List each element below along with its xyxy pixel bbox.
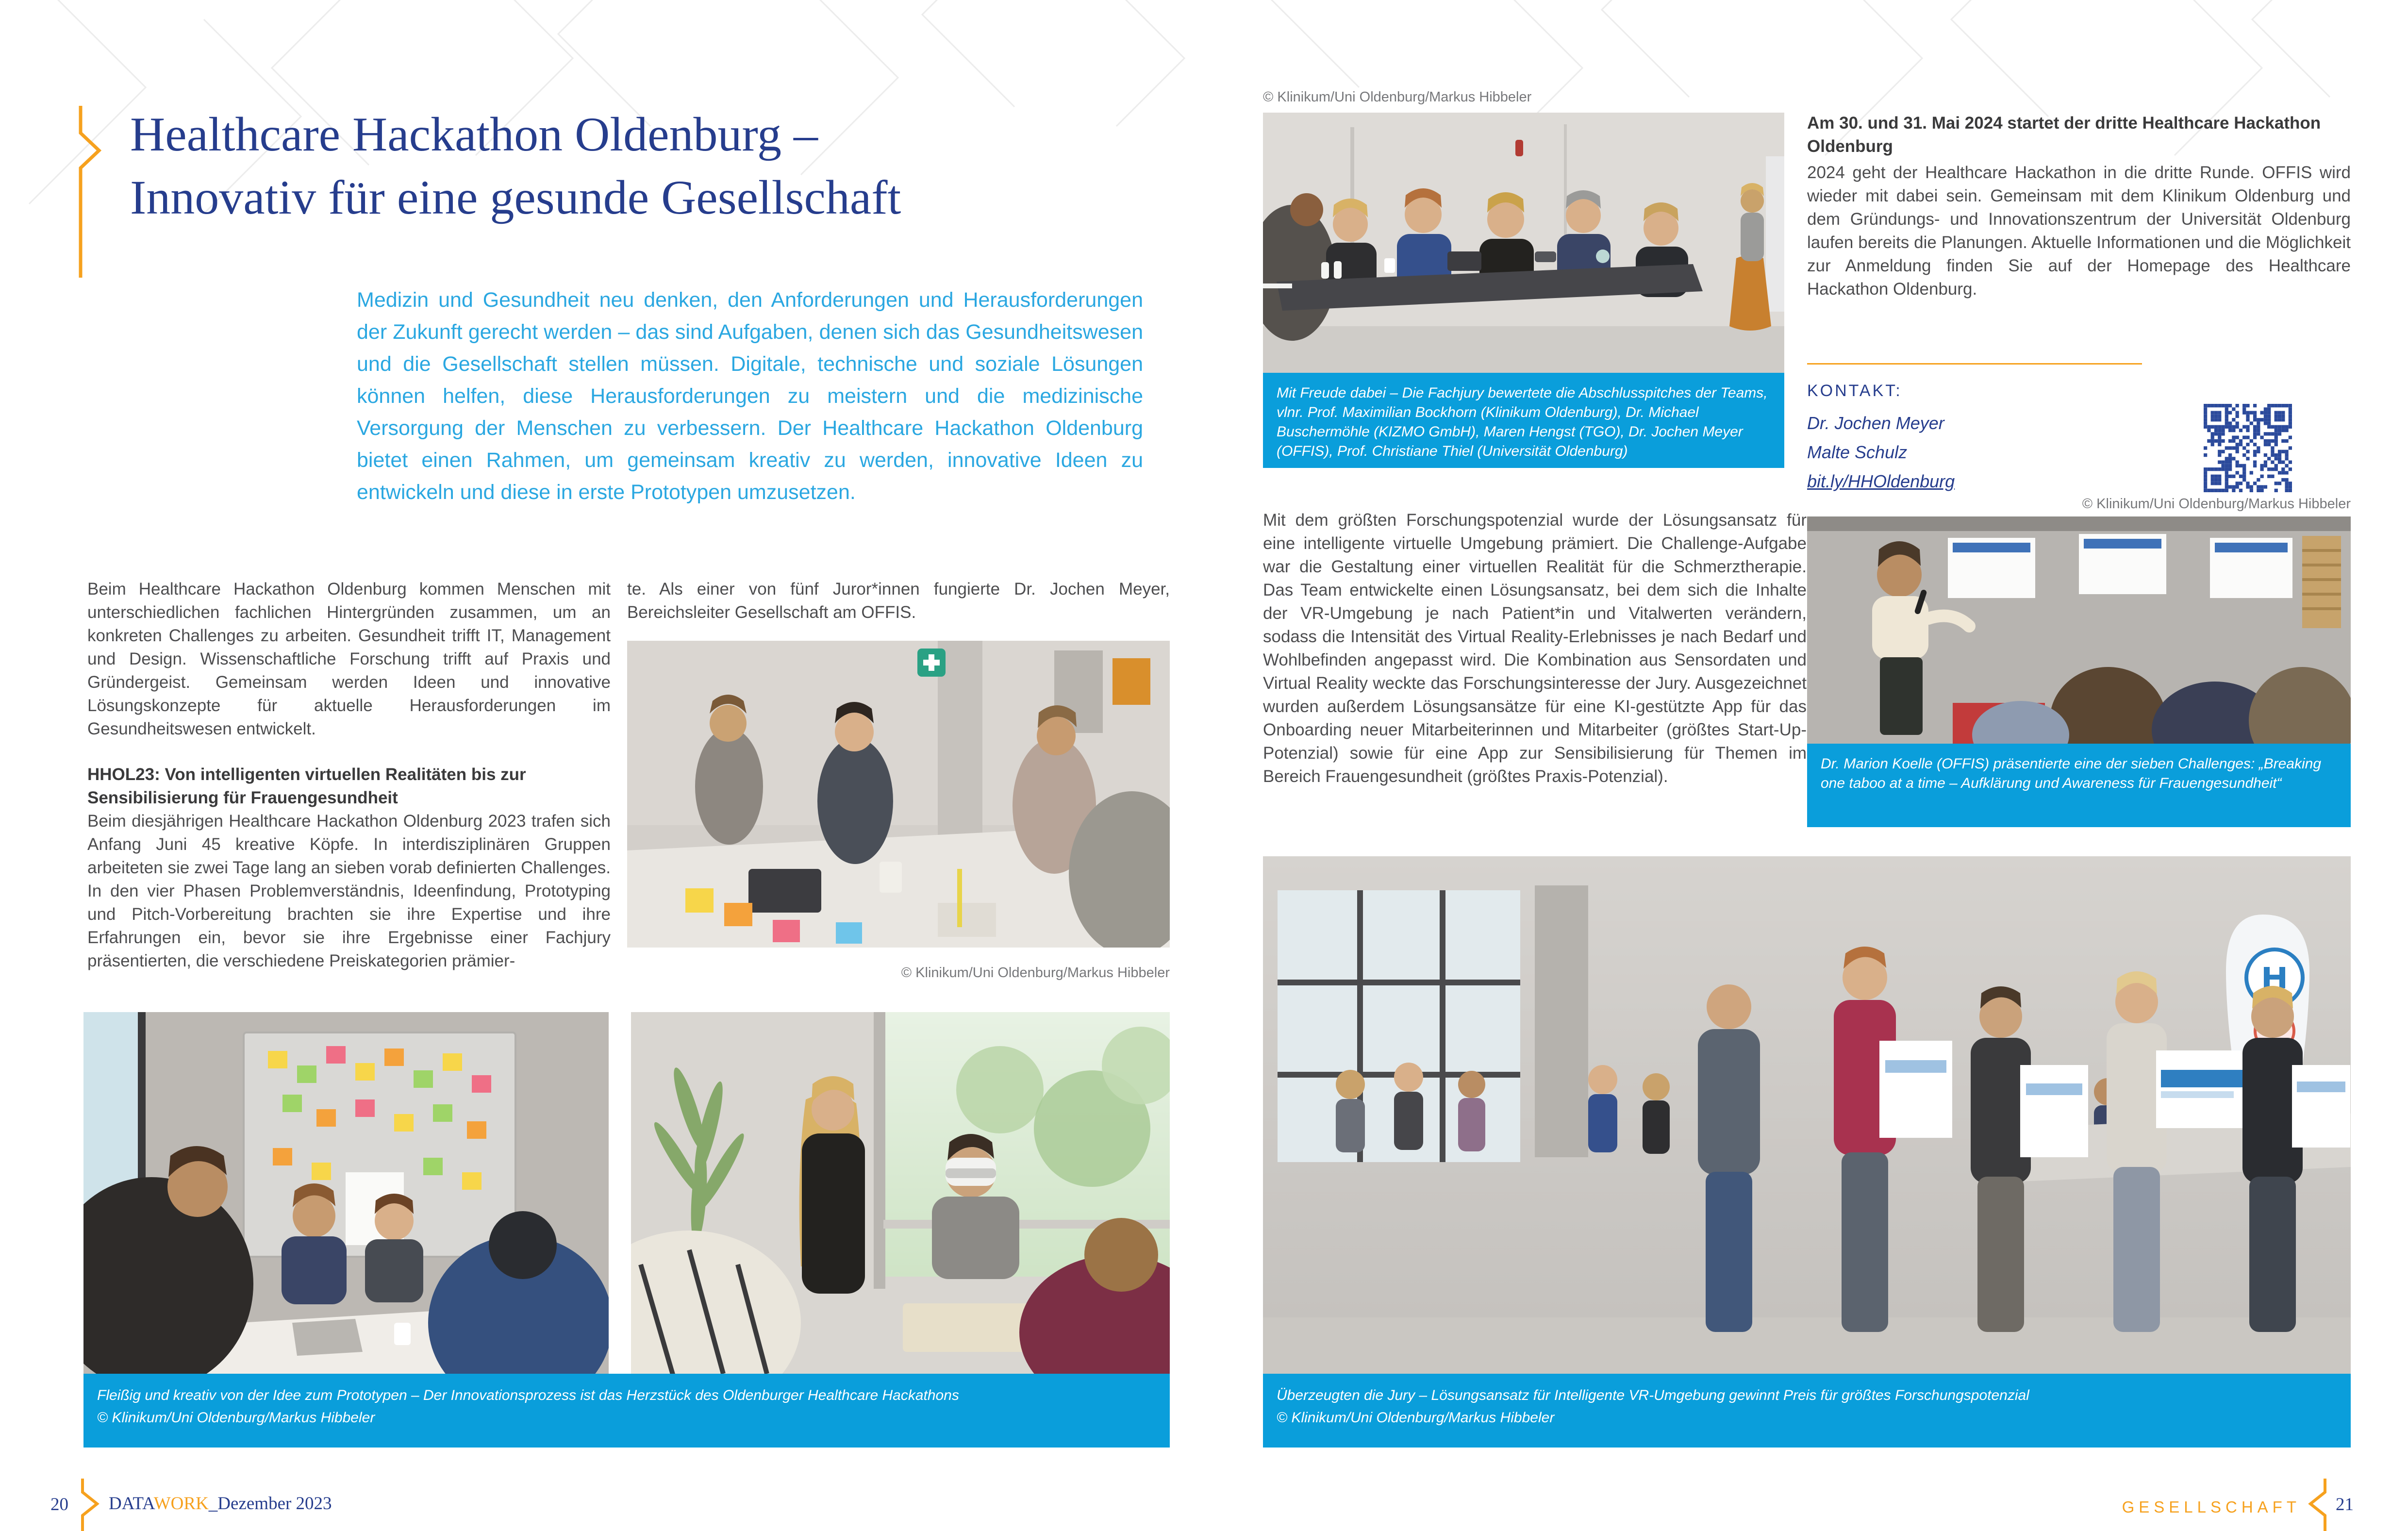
- article-title-line1: Healthcare Hackathon Oldenburg –: [130, 107, 818, 161]
- photo-award-group: [1263, 856, 2351, 1374]
- article-title: [130, 103, 901, 229]
- contact-divider: [1807, 363, 2142, 365]
- contact-name-2: Malte Schulz: [1807, 442, 1908, 462]
- brand-data: DATA: [109, 1494, 154, 1514]
- qr-code: [2204, 404, 2292, 492]
- photo-vr-demo: [631, 1012, 1170, 1374]
- column-1: [87, 578, 611, 973]
- article-title-line2: Innovativ für eine gesunde Gesellschaft: [130, 170, 901, 224]
- contact-label: KONTAKT:: [1807, 382, 1902, 400]
- section-label: GESELLSCHAFT: [2122, 1498, 2301, 1516]
- footer-chevron-left: [78, 1479, 101, 1531]
- caption-jury-text: Mit Freude dabei – Die Fachjury bewertete die Abschlusspitches der Teams, vlnr. Prof. Maximilian Bockhorn (Klinikum Oldenburg), Dr. Michael Buschermöhle (KIZMO GmbH), Maren Hengst (TGO), Dr. Jochen Meyer (OFFIS), Prof. Christiane Thiel (Universität Oldenburg): [1277, 385, 1768, 459]
- column-1-subheading: HHOL23: Von intelligenten virtuellen Realitäten bis zur Sensibilisierung für Frauengesundheit: [87, 765, 526, 807]
- page-number-left: 20: [50, 1495, 68, 1514]
- intro-paragraph: Medizin und Gesundheit neu denken, den Anforderungen und Herausforderungen der Zukunft gerecht werden – das sind Aufgaben, denen sich das Gesundheitswesen und die Gesellschaft stellen müssen. Digitale, technische und soziale Lösungen können helfen, diese Herausforderungen zu meistern und die medizinische Versorgung der Menschen zu verbessern. Der Healthcare Hackathon Oldenburg bietet einen Rahmen, um gemeinsam kreativ zu werden, innovative Ideen zu entwickeln und diese in erste Prototypen umzusetzen.: [357, 288, 1143, 504]
- footer-chevron-right: [2307, 1479, 2330, 1531]
- caption-bottom-left: [83, 1374, 1170, 1448]
- column-2-paragraph: te. Als einer von fünf Juror*innen fungierte Dr. Jochen Meyer, Bereichsleiter Gesellschaft am OFFIS.: [627, 580, 1170, 622]
- caption-marion-text: Dr. Marion Koelle (OFFIS) präsentierte eine der sieben Challenges: „Breaking one taboo at a time – Aufklärung und Awareness für Frauengesundheit“: [1821, 756, 2322, 791]
- column-4-paragraph: 2024 geht der Healthcare Hackathon in die dritte Runde. OFFIS wird wieder mit dabei sein. Gemeinsam mit dem Klinikum Oldenburg und dem Gründungs- und Innovationszentrum der Universität Oldenburg laufen bereits die Planungen. Aktuelle Informationen und die Möglichkeit zur Anmeldung finden Sie auf der Homepage des Healthcare Hackathon Oldenburg.: [1807, 163, 2351, 299]
- photo-workshop-tables: [627, 641, 1170, 948]
- footer-brand: [109, 1493, 332, 1514]
- photo-marion-koelle: [1807, 516, 2351, 744]
- caption-bottom-right-credit: © Klinikum/Uni Oldenburg/Markus Hibbeler: [1277, 1410, 1555, 1426]
- column-1-paragraph-2: Beim diesjährigen Healthcare Hackathon Oldenburg 2023 trafen sich Anfang Juni 45 kreative Köpfe. In interdisziplinären Gruppen arbeiteten sie zwei Tage lang an sieben vorab definierten Challenges. In den vier Phasen Problemverständnis, Ideenfindung, Prototyping und Pitch-Vorbereitung brachten sie ihre Expertise und ihre Erfahrungen ein, bevor sie ihre Ergebnisse einer Fachjury präsentierten, die verschiedene Preiskategorien prämier-: [87, 812, 611, 970]
- caption-bottom-right-text: Überzeugten die Jury – Lösungsansatz für Intelligente VR-Umgebung gewinnt Preis für größtes Forschungspotenzial: [1277, 1387, 2029, 1403]
- contact-link[interactable]: bit.ly/HHOldenburg: [1807, 471, 1955, 491]
- caption-bottom-right: [1263, 1374, 2351, 1448]
- title-chevron-mark: [73, 103, 107, 281]
- page-number-right: 21: [2336, 1495, 2354, 1514]
- caption-bottom-left-credit: © Klinikum/Uni Oldenburg/Markus Hibbeler: [97, 1410, 375, 1426]
- photo-team-stickynotes: [83, 1012, 609, 1374]
- photo-credit-workshop: © Klinikum/Uni Oldenburg/Markus Hibbeler: [901, 965, 1170, 981]
- column-1-paragraph: Beim Healthcare Hackathon Oldenburg kommen Menschen mit unterschiedlichen fachlichen Hintergründen zusammen, um an konkreten Challenges zu arbeiten. Gesundheit trifft IT, Management und Design. Wissenschaftliche Forschung trifft auf Praxis und Gründergeist. Gemeinsam werden Ideen und innovative Lösungskonzepte für aktuelle Herausforderungen im Gesundheitswesen entwickelt.: [87, 580, 611, 738]
- column-4-heading: Am 30. und 31. Mai 2024 startet der dritte Healthcare Hackathon Oldenburg: [1807, 114, 2321, 156]
- photo-credit-marion-top: © Klinikum/Uni Oldenburg/Markus Hibbeler: [2082, 496, 2351, 512]
- caption-marion: [1807, 744, 2351, 827]
- contact-name-1: Dr. Jochen Meyer: [1807, 413, 1944, 433]
- brand-issue: _Dezember 2023: [208, 1494, 332, 1514]
- photo-credit-jury-top: © Klinikum/Uni Oldenburg/Markus Hibbeler: [1263, 89, 1532, 105]
- photo-jury: [1263, 113, 1784, 373]
- caption-jury: [1263, 373, 1784, 468]
- column-3-paragraph: Mit dem größten Forschungspotenzial wurde der Lösungsansatz für eine intelligente virtuelle Umgebung prämiert. Die Challenge-Aufgabe war die Gestaltung einer virtuellen Realität für die Schmerztherapie. Das Team entwickelte einen Lösungsansatz, bei dem sich die Inhalte der VR-Umgebung je nach Patient*in und Vitalwerten verändern, sodass die Intensität des Virtual Reality-Erlebnisses je nach Bedarf und Wohlbefinden angepasst wird. Die Kombination aus Sensordaten und Virtual Reality weckte das Forschungsinteresse der Jury. Ausgezeichnet wurden außerdem Lösungsansätze für eine KI-gestützte App für das Onboarding neuer Mitarbeiterinnen und Mitarbeiter (größtes Start-Up-Potenzial) sowie für eine App zur Sensibilisierung für Themen im Bereich Frauengesundheit (größtes Praxis-Potenzial).: [1263, 511, 1807, 786]
- brand-work: WORK: [153, 1494, 209, 1514]
- caption-bottom-left-text: Fleißig und kreativ von der Idee zum Prototypen – Der Innovationsprozess ist das Herzstück des Oldenburger Healthcare Hackathons: [97, 1387, 959, 1403]
